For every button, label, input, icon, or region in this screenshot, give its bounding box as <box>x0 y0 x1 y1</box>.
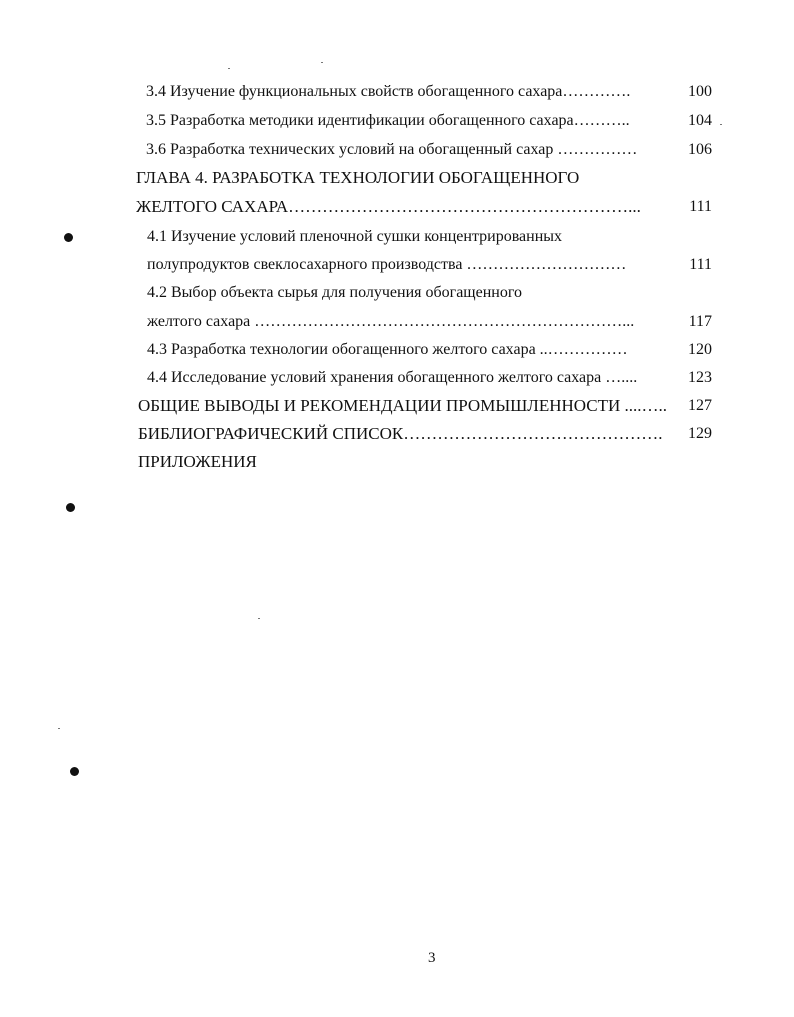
toc-page-chapter-4: 111 <box>689 198 712 215</box>
toc-page-3-5: 104 <box>688 112 712 129</box>
scan-speck <box>720 124 722 125</box>
toc-entry-4-2: 4.2 Выбор объекта сырья для получения обогащенного <box>147 284 523 301</box>
toc-entry-3-5: 3.5 Разработка методики идентификации обогащенного сахара……….. <box>146 112 630 129</box>
toc-conclusions: ОБЩИЕ ВЫВОДЫ И РЕКОМЕНДАЦИИ ПРОМЫШЛЕННОСТИ ....….. <box>138 396 668 415</box>
toc-page-4-3: 120 <box>688 341 712 358</box>
punch-hole-mark <box>64 233 73 242</box>
toc-page-bibliography: 129 <box>688 425 712 442</box>
toc-page-3-4: 100 <box>688 83 712 100</box>
toc-entry-4-1: 4.1 Изучение условий пленочной сушки концентрированных <box>147 228 563 245</box>
toc-entry-4-2-continued: желтого сахара ……………………………………………………………... <box>147 313 635 330</box>
toc-page-4-4: 123 <box>688 369 712 386</box>
scan-speck <box>228 68 230 69</box>
toc-entry-4-4: 4.4 Исследование условий хранения обогащенного желтого сахара ….... <box>147 369 638 386</box>
toc-page-4-1: 111 <box>689 256 712 273</box>
toc-page-conclusions: 127 <box>688 397 712 414</box>
scan-speck <box>321 62 323 63</box>
page-number: 3 <box>428 950 436 966</box>
toc-entry-3-4: 3.4 Изучение функциональных свойств обогащенного сахара…………. <box>146 83 631 100</box>
toc-entry-4-3: 4.3 Разработка технологии обогащенного желтого сахара ..…………… <box>147 341 628 358</box>
scan-speck <box>258 618 260 619</box>
toc-appendices: ПРИЛОЖЕНИЯ <box>138 452 257 471</box>
toc-entry-3-6: 3.6 Разработка технических условий на обогащенный сахар …………… <box>146 141 638 158</box>
toc-chapter-4-title-continued: ЖЕЛТОГО САХАРА……………………………………………………... <box>136 197 641 216</box>
toc-bibliography: БИБЛИОГРАФИЧЕСКИЙ СПИСОК………………………………………. <box>138 424 663 443</box>
punch-hole-mark <box>70 767 79 776</box>
scan-speck <box>58 728 60 729</box>
toc-page-4-2: 117 <box>688 313 712 330</box>
toc-entry-4-1-continued: полупродуктов свеклосахарного производства ………………………… <box>147 256 627 273</box>
toc-chapter-4-title: ГЛАВА 4. РАЗРАБОТКА ТЕХНОЛОГИИ ОБОГАЩЕННОГО <box>136 168 580 187</box>
toc-page-3-6: 106 <box>688 141 712 158</box>
punch-hole-mark <box>66 503 75 512</box>
